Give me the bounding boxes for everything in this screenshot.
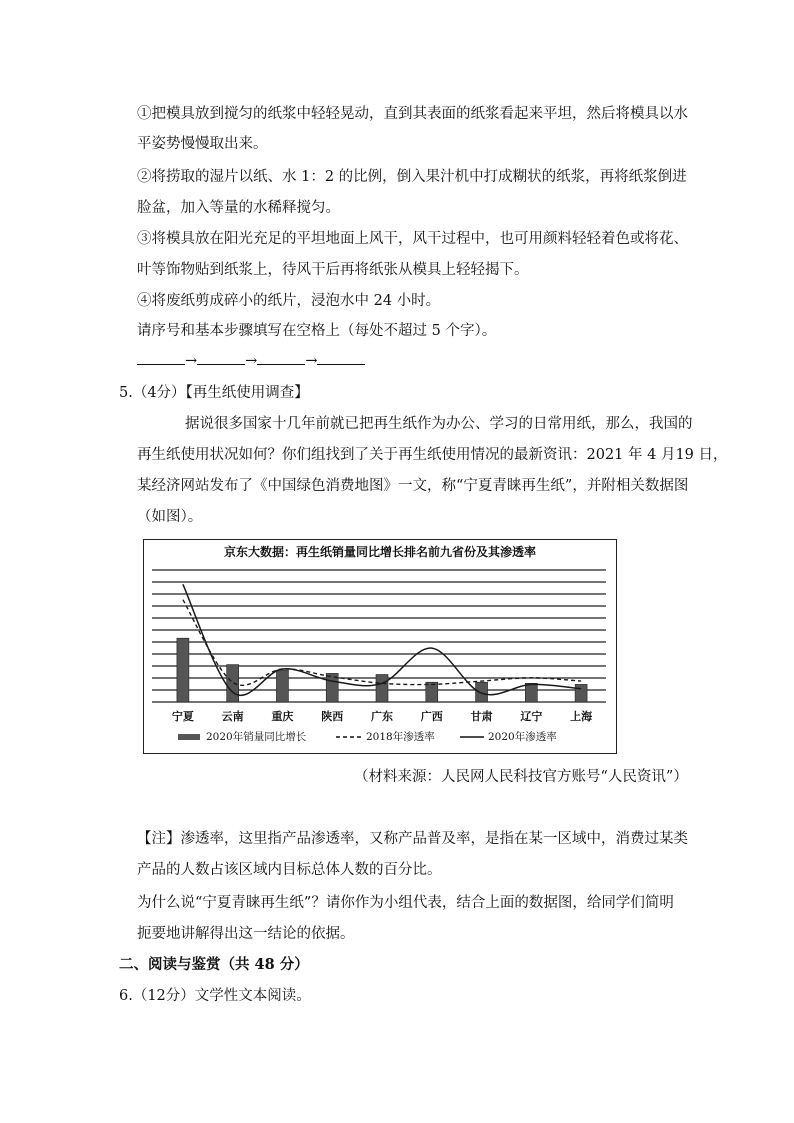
question-line-2: 扼要地讲解得出这一结论的依据。 [137, 926, 355, 942]
chart-category-label: 广东 [371, 710, 393, 723]
q5-paragraph-line-2: 再生纸使用状况如何？你们组找到了关于再生纸使用情况的最新资讯：2021 年 4 月19 日， [137, 447, 728, 463]
step-3-line-2: 叶等饰物贴到纸浆上，待风干后再将纸张从模具上轻轻揭下。 [137, 262, 529, 278]
q5-paragraph-line-1: 据说很多国家十几年前就已把再生纸作为办公、学习的日常用纸，那么，我国的 [185, 416, 693, 432]
step-4-line: ④将废纸剪成碎小的纸片，浸泡水中 24 小时。 [137, 293, 441, 309]
chart-category-label: 甘肃 [470, 710, 493, 723]
legend-label-2020: 2020年渗透率 [488, 731, 557, 743]
arrow-1: → [185, 353, 198, 369]
chart-category-label: 宁夏 [171, 710, 194, 723]
chart-bar-重庆 [276, 670, 288, 702]
chart-category-label: 上海 [570, 710, 593, 723]
q5-header: 5.（4分）【再生纸使用调查】 [119, 385, 309, 401]
chart-category-label: 重庆 [271, 710, 294, 723]
chart-source: （材料来源：人民网人民科技官方账号“人民资讯”） [354, 769, 688, 785]
chart-category-label: 辽宁 [520, 710, 543, 723]
chart-category-label: 云南 [221, 710, 244, 723]
section-2-heading: 二、阅读与鉴赏（共 48 分） [119, 956, 309, 973]
chart-bar-宁夏 [177, 638, 189, 702]
chart-bar-甘肃 [476, 682, 488, 702]
step-3-line-1: ③将模具放在阳光充足的平坦地面上风干，风干过程中，也可用颜料轻轻着色或将花、 [137, 231, 688, 247]
answer-blank-2[interactable] [197, 352, 245, 365]
chart-bar-辽宁 [525, 683, 537, 702]
chart-bar-云南 [227, 665, 239, 702]
legend-label-2018: 2018年渗透率 [366, 731, 435, 743]
chart-category-label: 广西 [420, 710, 443, 723]
legend-label-sales: 2020年销量同比增长 [206, 731, 307, 743]
note-line-1: 【注】渗透率，这里指产品渗透率，又称产品普及率，是指在某一区域中，消费过某类 [137, 831, 688, 847]
q5-paragraph-line-3: 某经济网站发布了《中国绿色消费地图》一文，称“宁夏青睐再生纸”，并附相关数据图 [137, 478, 689, 494]
chart-title: 京东大数据：再生纸销量同比增长排名前九省份及其渗透率 [223, 545, 537, 559]
answer-blank-4[interactable] [317, 352, 365, 365]
answer-blank-1[interactable] [137, 352, 185, 365]
step-2-line-2: 脸盆，加入等量的水稀释搅匀。 [137, 200, 340, 216]
question-line-1: 为什么说“宁夏青睐再生纸”？请你作为小组代表，结合上面的数据图，给同学们简明 [137, 895, 674, 911]
q5-paragraph-line-4: （如图）。 [137, 509, 203, 525]
chart-category-label: 陕西 [321, 710, 344, 723]
instruction-line: 请序号和基本步骤填写在空格上（每处不超过 5 个字）。 [137, 323, 497, 339]
answer-blank-3[interactable] [257, 352, 305, 365]
step-1-line-2: 平姿势慢慢取出来。 [137, 136, 268, 152]
arrow-2: → [245, 353, 258, 369]
chart-canvas [144, 540, 616, 753]
sales-chart [143, 539, 617, 754]
chart-bar-上海 [575, 684, 587, 702]
chart-bar-广东 [376, 675, 388, 703]
step-1-line-1: ①把模具放到搅匀的纸浆中轻轻晃动，直到其表面的纸浆看起来平坦，然后将模具以水 [137, 106, 688, 122]
arrow-3: → [305, 353, 318, 369]
note-line-2: 产品的人数占该区域内目标总体人数的百分比。 [137, 862, 442, 878]
q6-header: 6.（12分）文学性文本阅读。 [119, 988, 311, 1004]
answer-blanks [137, 351, 365, 371]
step-2-line-1: ②将捞取的湿片以纸、水 1：2 的比例，倒入果汁机中打成糊状的纸浆，再将纸浆倒进 [137, 169, 687, 185]
legend-bar-swatch [178, 734, 200, 740]
